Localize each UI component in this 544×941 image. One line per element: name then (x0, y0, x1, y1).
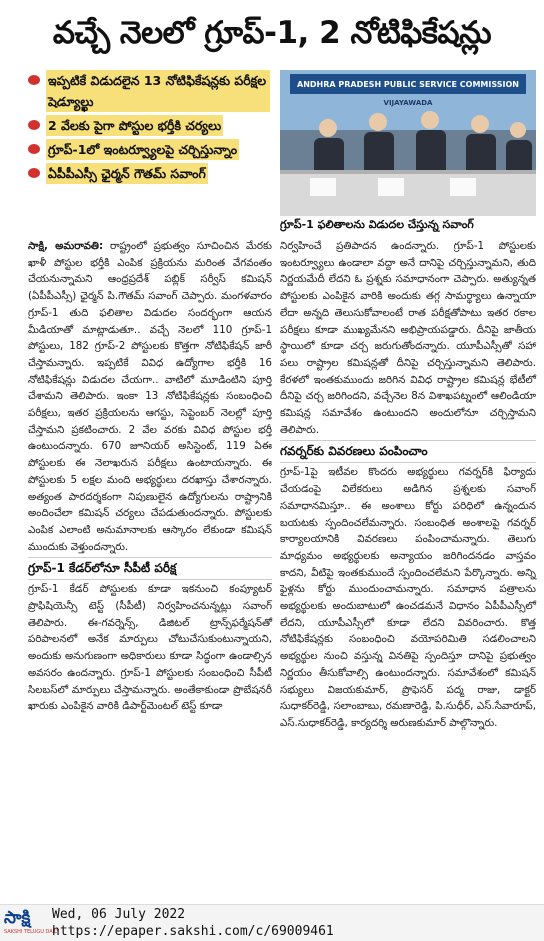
footer-bar (0, 904, 544, 941)
bullet-icon (28, 144, 40, 154)
bullet-icon (28, 168, 40, 178)
subheading: గ్రూప్-1 కేడర్‌లోనూ సీపీటీ పరీక్ష (28, 557, 272, 580)
highlight-text: 2 వేలకు పైగా పోస్టుల భర్తీకి చర్యలు (46, 115, 223, 136)
article-paragraph: గ్రూప్-1 కేడర్ పోస్టులకు కూడా ఇకనుంచి కంప్యూటర్ ప్రొఫిషియెన్సీ టెస్ట్ (సీపీటీ) నిర్వహించనున్నట్లు సవాంగ్ తెలిపారు. ఈ-గవర్నెన్స్, డిజిటల్ ట్రాన్స్‌ఫర్మేషన్‌తో పరిపాలనలో అనేక మార్పులు చోటుచేసుకుంటున్నాయని, అందుకు అనుగుణంగా అధికారులు కూడా సిద్ధంగా ఉండాల్సిన అవసరం ఉందన్నారు. గ్రూప్-1 పోస్టులకు సంబంధించి సీపీటీ సిలబస్‌లో మార్పులు చేస్తామన్నారు. అంతేకాకుండా ప్రొబేషనరీ ఖారుకు ఎంపికైన వారికి డిపార్ట్‌మెంటల్ టెస్ట్ కూడా (28, 583, 272, 713)
highlight-item (28, 70, 270, 112)
logo-subtext: SAKSHI TELUGU DAILY (4, 929, 60, 935)
article-right-column (280, 238, 536, 732)
bullet-icon (28, 120, 40, 130)
highlight-text: గ్రూప్-1లో ఇంటర్వ్యూలపై చర్చిస్తున్నాం (46, 139, 239, 160)
highlight-text: ఇప్పటికే విడుదలైన 13 నోటిఫికేషన్లకు పరీక్షల షెడ్యూల్ఖు (46, 70, 270, 112)
photo-banner-sub: VIJAYAWADA (383, 99, 433, 107)
sakshi-logo (4, 908, 60, 938)
article-paragraph: నిర్వహించే ప్రతిపాదన ఉందన్నారు. గ్రూప్-1 పోస్టులకు ఇంటర్వ్యూలు ఉండాలా వద్దా అనే దానిపై చర్చిస్తున్నామని, తుది నిర్ణయమేదీ లేదని ఓ ప్రశ్నకు సమాధానంగా చెప్పారు. అత్యున్నత పోస్టులకు ఎంపికైన వారికి అందుకు తగ్గ సామర్థ్యాలు ఉన్నాయా లేదా అన్నది తెలుసుకోవాలంటే రాత పరీక్షతోపాటు ఇతర రకాల పరీక్షలు కూడా ముఖ్యమేనని అభిప్రాయపడ్డారు. దీనిపై జాతీయ స్థాయిలో కూడా చర్చ జరుగుతోందన్నారు. యూపీఎస్సీతో సహా పలు రాష్ట్రాల కమిషన్లతో దీనిపై చర్చిస్తున్నామని తెలిపారు. కేరళలో ఇంతకుముందు జరిగిన వివిధ రాష్ట్రాల కమిషన్ల భేటీలో దీనిపై చర్చ జరిగిందని, వచ్చేనెల 8న విశాఖపట్నంలో ఆలిండియా కమిషన్ల సమావేశం ఉంటుందని అందులోనూ చర్చిస్తామని తెలిపారు. (280, 240, 536, 436)
photo-banner-text: ANDHRA PRADESH PUBLIC SERVICE COMMISSION (297, 80, 519, 89)
footer-info (52, 906, 334, 940)
dateline: సాక్షి, అమరావతి: (28, 240, 104, 252)
epaper-link[interactable]: https://epaper.sakshi.com/c/69009461 (52, 924, 334, 939)
article-paragraph: గ్రూప్-1పై ఇటీవల కొందరు అభ్యర్థులు గవర్నర్‌కి ఫిర్యాదు చేయడంపై విలేకరులు అడిగిన ప్రశ్నలకు సవాంగ్ సమాధానమిస్తూ.. ఈ అంశాలు కోర్టు పరిధిలో ఉన్నందున బయటకు స్పందించలేమన్నారు. సంబంధిత అంశాలపై గవర్నర్ కార్యాలయానికి వివరణలు పంపించామన్నారు. తెలుగు మాధ్యమం అభ్యర్థులకు అన్యాయం జరిగిందనడం వాస్తవం కాదని, వీటిపై ఇంతకుముందే స్పందించలేమని పేర్కొన్నారు. అన్ని ఫైళ్లను కోర్టు ముందుంచామన్నారు. సమాధాన పత్రాలను అభ్యర్థులకు అందుబాటులో ఉంచడమనే విధానం ఏపీపీఎస్సీలో లేదని, యూపీఎస్సీలో కూడా లేదని వివరించారు. కొత్త నోటిఫికేషన్లకు సంబంధించి వయోపరిమితి సడలించాలని అభ్యర్థుల నుంచి వస్తున్న వినతిపై స్పందిస్తూ దానిపై ప్రభుత్వం నిర్ణయం తీసుకోవాల్సి ఉంటుందన్నారు. సమావేశంలో కమిషన్ సభ్యులు విజయకుమార్, ప్రొఫెసర్ పద్మ రాజు, డాక్టర్ సుధాకర్‌రెడ్డి, సలాంబాబు, రమణారెడ్డి, పి.సుధీర్, ఎస్.సేవారూప్, ఎస్.సుధాకర్‌రెడ్డి, కార్యదర్శి అరుణకుమార్ పాల్గొన్నారు. (280, 466, 536, 729)
logo-text: సాక్షి (4, 908, 31, 928)
edition-date: Wed, 06 July 2022 (52, 907, 186, 922)
headline: వచ్చే నెలలో గ్రూప్-1, 2 నోటిఫికేషన్లు (52, 15, 492, 51)
highlight-item (28, 115, 270, 136)
highlight-item (28, 139, 270, 160)
article-text: రాష్ట్రంలో ప్రభుత్వం సూచించిన మేరకు ఖాళీ పోస్టుల భర్తీకి ఎంపిక ప్రక్రియను మరింత వేగవంతం చేయనున్నామని ఆంధ్రప్రదేశ్ పబ్లిక్ సర్వీస్ కమిషన్ (ఏపీపీఎస్సీ) ఛైర్మన్ పి.గౌతమ్ సవాంగ్ చెప్పారు. మంగళవారం గ్రూప్-1 తుది ఫలితాల విడుదల సందర్భంగా ఆయన మీడియాతో మాట్లాడుతూ.. వచ్చే నెలలో 110 గ్రూప్-1 పోస్టులు, 182 గ్రూప్-2 పోస్టులకు కొత్తగా నోటిఫికేషన్ జారీ చేస్తామన్నారు. ఇప్పటికే వివిధ ఉద్యోగాల భర్తీకి 16 నోటిఫికేషన్లు విడుదల చేయగా.. వాటిలో మూడింటిని పూర్తి చేశామని తెలిపారు. ఇంకా 13 నోటిఫికేషన్లకు సంబంధించి పరీక్షలు, ఇతర ప్రక్రియలను ఆగస్టు, సెప్టెంబర్ నెలల్లో పూర్తి చేస్తామని ప్రకటించారు. 2 వేల వరకు వివిధ పోస్టుల భర్తీ ఉంటుందన్నారు. 670 జూనియర్ అసిస్టెంట్, 119 ఏఈ పోస్టులకు ఈ నెలాఖరున పరీక్షలు ఉంటాయన్నారు. ఈ పోస్టులకు 5 లక్షల మంది అభ్యర్థులు దరఖాస్తు చేశారన్నారు. అత్యంత పారదర్శకంగా నిపుణులైన ఉద్యోగులను రాష్ట్రానికి అందించేలా కమిషన్ చర్యలు చేపడుతుందన్నారు. పోస్టులకు ఎంపిక ఎలాంటి అనుమానాలకు ఆస్కారం లేకుండా కమిషన్ ముందుకు వెళ్తుందన్నారు. (28, 240, 272, 553)
press-photo (280, 70, 536, 216)
photo-caption: గ్రూప్-1 ఫలితాలను విడుదల చేస్తున్న సవాంగ్ (280, 218, 474, 231)
subheading: గవర్నర్‌కు వివరణలు పంపించాం (280, 440, 536, 463)
press-photo-image (280, 70, 536, 216)
bullet-icon (28, 75, 40, 85)
highlights-box (28, 70, 270, 234)
highlight-item (28, 163, 270, 184)
highlight-text: ఏపీపీఎస్సీ ఛైర్మన్ గౌతమ్ సవాంగ్ (46, 163, 208, 184)
article-paragraph (28, 238, 272, 555)
article-left-column (28, 238, 272, 715)
